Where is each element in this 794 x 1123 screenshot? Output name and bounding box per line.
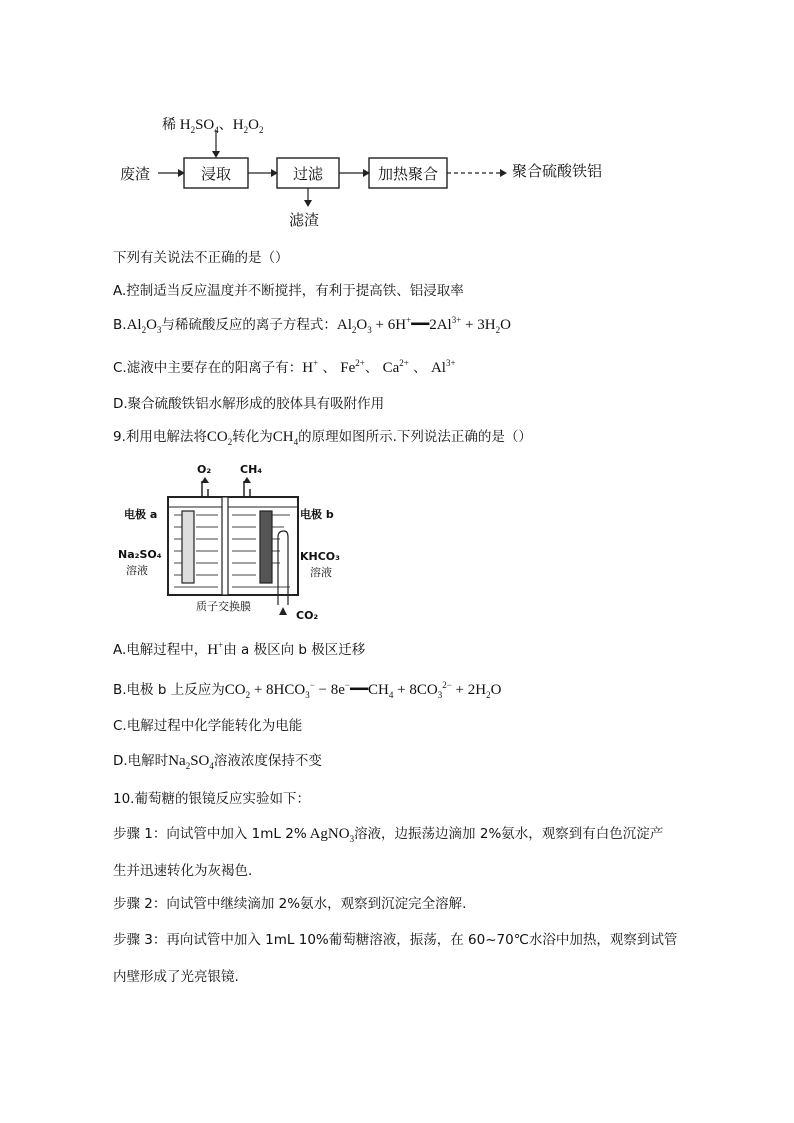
q8-option-a: A.控制适当反应温度并不断搅拌，有利于提高铁、铝浸取率 <box>113 283 464 299</box>
step-heat-label: 加热聚合 <box>377 165 438 183</box>
q10-stem: 10.葡萄糖的银镜反应实验如下： <box>113 791 310 807</box>
reagent-label: 稀 $H_2SO_4$、$H_2O_2$ <box>162 117 264 135</box>
q8-stem: 下列有关说法不正确的是（） <box>113 250 289 266</box>
q8-option-b: $B.Al_2O_3$与稀硫酸反应的离子方程式：$Al_2O_3$ + $6H^+━━2Al^{3+} + 3H_2O$ <box>113 315 511 335</box>
q10-step3: 步骤 3：再向试管中加入 1mL 10%葡萄糖溶液，振荡，在 60~70℃水浴中加热，观察到试管 <box>113 932 678 948</box>
step-filter-label: 过滤 <box>292 165 323 183</box>
co2-label: CO₂ <box>296 609 319 622</box>
q10-step2: 步骤 2：向试管中继续滴加 2%氨水，观察到沉淀完全溶解. <box>113 896 467 912</box>
electrode-a-label: 电极 a <box>124 508 158 521</box>
khco3-solution-label: 溶液 <box>310 566 332 579</box>
q9-option-a: A.电解过程中，H+由 a 极区向 b 极区迁移 <box>113 640 366 658</box>
q9-stem: 9.利用电解法将$CO_2$转化为$CH_4$的原理如图所示.下列说法正确的是（） <box>113 429 532 447</box>
membrane-label: 质子交换膜 <box>196 600 251 613</box>
ch4-label: CH₄ <box>240 463 263 476</box>
q10-step1: 步骤 1：向试管中加入 1mL 2% AgNO$_3$溶液，边振荡边滴加 2%氨水，观察到有白色沉淀产 <box>113 826 664 844</box>
q9-option-c: C.电解过程中化学能转化为电能 <box>113 718 303 734</box>
q9-option-d: D.电解时$Na_2SO_4$溶液浓度保持不变 <box>113 753 322 771</box>
na2so4-label: Na₂SO₄ <box>118 548 162 561</box>
step-leach-label: 浸取 <box>200 165 231 183</box>
na2so4-solution-label: 溶液 <box>126 564 148 577</box>
electrode-b-label: 电极 b <box>300 508 334 521</box>
q8-option-d: D.聚合硫酸铁铝水解形成的胶体具有吸附作用 <box>113 396 385 412</box>
output-label: 聚合硫酸铁铝 <box>512 162 603 180</box>
q8-option-c: C.滤液中主要存在的阳离子有：H+ 、 $Fe^{2+}$、 $Ca^{2+}$ 、 $Al^{3+}$ <box>113 358 456 376</box>
input-label: 废渣 <box>120 165 151 183</box>
q10-step1-cont: 生并迅速转化为灰褐色. <box>113 863 253 879</box>
o2-label: O₂ <box>197 463 212 476</box>
byproduct-label: 滤渣 <box>289 211 320 229</box>
q10-step3-cont: 内壁形成了光亮银镜. <box>113 969 239 985</box>
khco3-label: KHCO₃ <box>300 550 340 563</box>
q9-option-b: B.电极 b 上反应为$CO_2 + 8HCO_3^-$ − $8e^-━━CH_4 + 8CO_3^{2-} + 2H_2O$ <box>113 680 502 700</box>
